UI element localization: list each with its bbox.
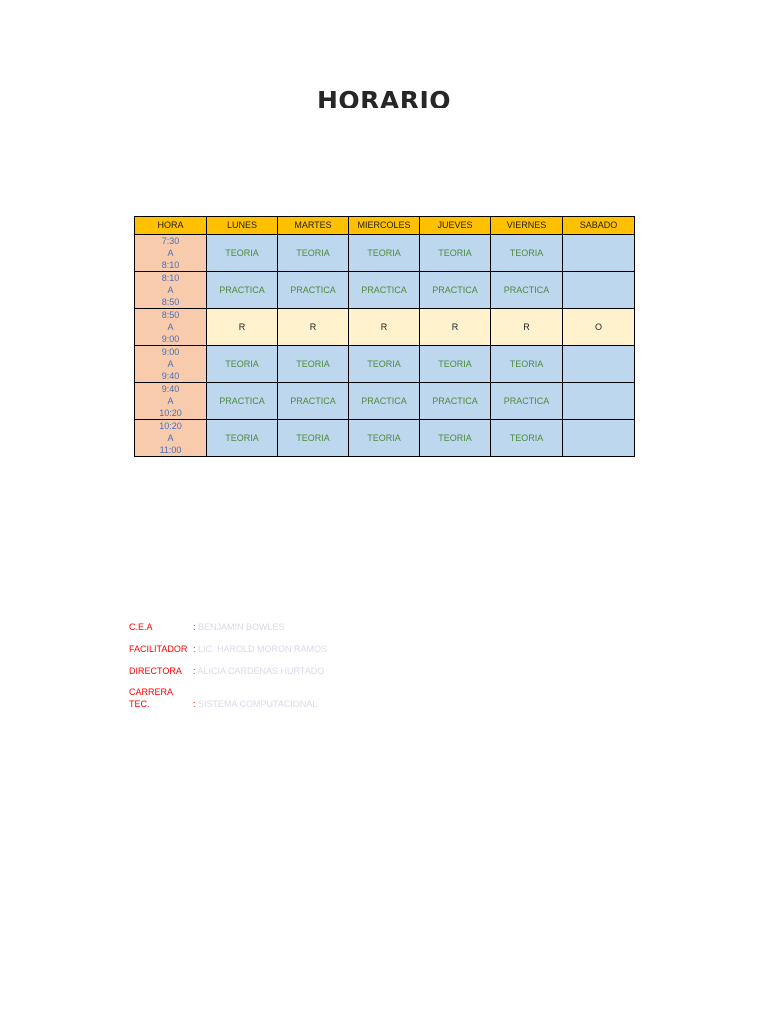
time-slot-line: A [167, 285, 174, 295]
table-row [135, 346, 635, 383]
info-line [129, 621, 285, 633]
info-separator: : [193, 666, 196, 676]
info-separator: : [193, 622, 196, 632]
schedule-cell: TEORIA [491, 235, 563, 272]
schedule-cell: O [563, 309, 635, 346]
schedule-body [135, 235, 635, 457]
time-slot-line: 9:40 [161, 371, 180, 381]
time-slot-line: 8:10 [161, 260, 180, 270]
time-slot-line: 7:30 [161, 236, 180, 246]
time-slot-line: 9:40 [161, 384, 180, 394]
schedule-cell: PRACTICA [491, 272, 563, 309]
schedule-cell: PRACTICA [420, 383, 491, 420]
page-title: HORARIO [316, 86, 452, 108]
header-lunes: LUNES [207, 217, 278, 235]
schedule-cell: TEORIA [491, 420, 563, 457]
schedule-cell: TEORIA [420, 420, 491, 457]
info-separator: : [193, 644, 196, 654]
info-value: BENJAMIN BOWLES [198, 622, 285, 632]
time-slot-line: 9:00 [161, 334, 180, 344]
schedule-cell: TEORIA [349, 235, 420, 272]
schedule-cell: TEORIA [278, 235, 349, 272]
time-slot-line: A [167, 396, 174, 406]
schedule-cell: PRACTICA [207, 383, 278, 420]
time-slot-line: 8:50 [161, 310, 180, 320]
info-label: C.E.A [129, 622, 153, 632]
table-row [135, 420, 635, 457]
schedule-cell: PRACTICA [491, 383, 563, 420]
info-separator: : [193, 699, 196, 709]
info-label: FACILITADOR [129, 644, 188, 654]
schedule-cell [563, 383, 635, 420]
time-slot-line: 10:20 [159, 421, 182, 431]
header-sabado: SABADO [563, 217, 635, 235]
time-slot-line: 11:00 [159, 445, 182, 455]
time-slot-line: 10:20 [159, 408, 182, 418]
time-slot-cell [135, 235, 207, 272]
time-slot-cell [135, 383, 207, 420]
schedule-cell: PRACTICA [349, 272, 420, 309]
info-label: DIRECTORA [129, 666, 182, 676]
time-slot-cell [135, 272, 207, 309]
info-line [129, 686, 317, 710]
time-slot-line: 8:10 [161, 273, 180, 283]
table-row [135, 309, 635, 346]
info-line [129, 665, 324, 677]
table-row [135, 383, 635, 420]
schedule-cell [563, 235, 635, 272]
schedule-cell: TEORIA [278, 346, 349, 383]
info-line [129, 643, 327, 655]
time-slot-cell [135, 420, 207, 457]
info-label: CARRERA TEC. [129, 687, 173, 709]
schedule-cell: TEORIA [349, 346, 420, 383]
schedule-cell: R [420, 309, 491, 346]
schedule-cell: PRACTICA [420, 272, 491, 309]
time-slot-cell [135, 309, 207, 346]
schedule-cell: PRACTICA [278, 272, 349, 309]
schedule-cell: TEORIA [420, 235, 491, 272]
header-hora: HORA [135, 217, 207, 235]
header-miercoles: MIERCOLES [349, 217, 420, 235]
schedule-cell: TEORIA [207, 346, 278, 383]
schedule-cell: PRACTICA [207, 272, 278, 309]
time-slot-line: 9:00 [161, 347, 180, 357]
schedule-cell [563, 346, 635, 383]
schedule-table [134, 216, 635, 457]
header-jueves: JUEVES [420, 217, 491, 235]
schedule-cell: R [207, 309, 278, 346]
schedule-cell [563, 272, 635, 309]
schedule-cell: R [491, 309, 563, 346]
schedule-cell: PRACTICA [278, 383, 349, 420]
schedule-cell [563, 420, 635, 457]
info-value: ALICIA CARDENAS HURTADO [197, 666, 325, 676]
schedule-cell: R [349, 309, 420, 346]
title-container [0, 86, 768, 108]
info-value: SISTEMA COMPUTACIONAL [198, 699, 318, 709]
schedule-cell: TEORIA [420, 346, 491, 383]
schedule-cell: TEORIA [278, 420, 349, 457]
header-martes: MARTES [278, 217, 349, 235]
time-slot-line: A [167, 433, 174, 443]
schedule-cell: PRACTICA [349, 383, 420, 420]
time-slot-line: 8:50 [161, 297, 180, 307]
header-viernes: VIERNES [491, 217, 563, 235]
table-row [135, 272, 635, 309]
schedule-cell: TEORIA [207, 420, 278, 457]
schedule-cell: TEORIA [207, 235, 278, 272]
table-row [135, 235, 635, 272]
schedule-cell: TEORIA [491, 346, 563, 383]
time-slot-cell [135, 346, 207, 383]
schedule-cell: R [278, 309, 349, 346]
schedule-cell: TEORIA [349, 420, 420, 457]
schedule-header-row [135, 217, 635, 235]
info-value: LIC. HAROLD MORON RAMOS [198, 644, 328, 654]
time-slot-line: A [167, 322, 174, 332]
time-slot-line: A [167, 359, 174, 369]
time-slot-line: A [167, 248, 174, 258]
